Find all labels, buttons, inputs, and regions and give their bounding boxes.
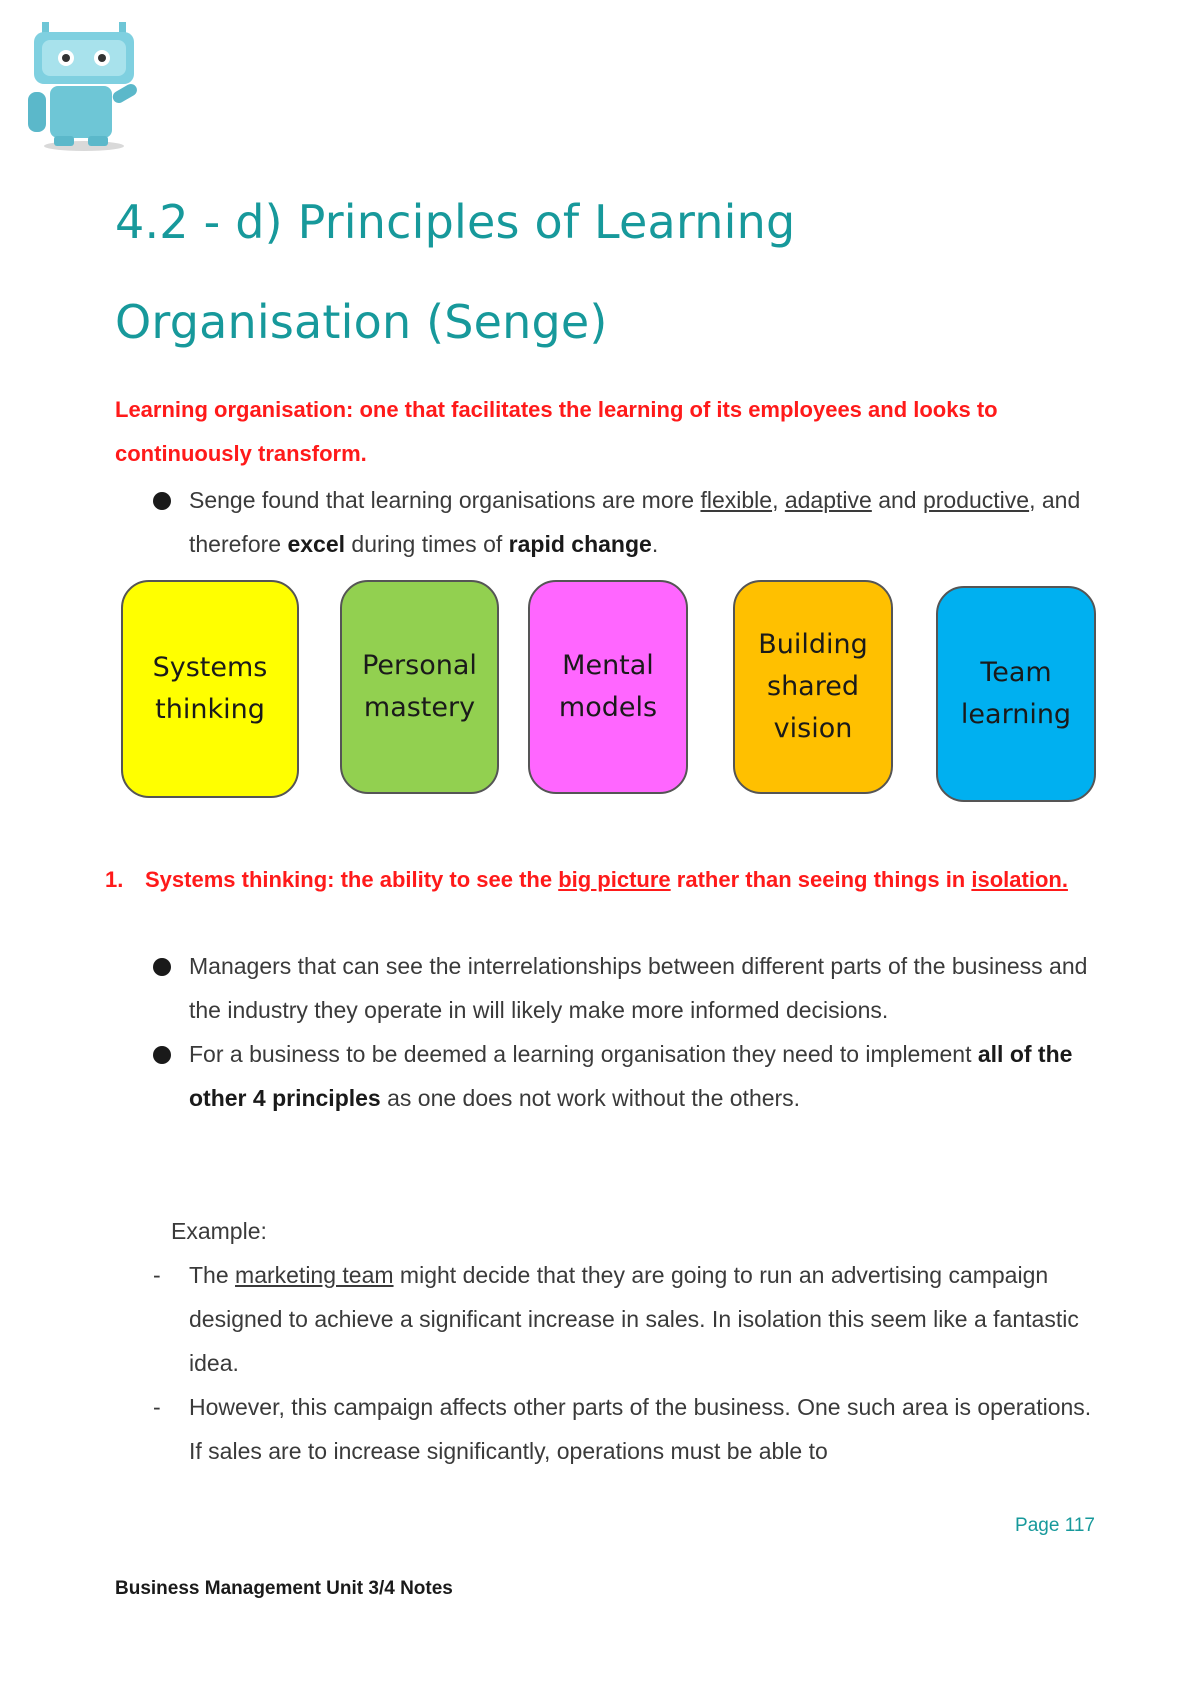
- page-title: [115, 172, 1115, 372]
- section-number: 1.: [105, 867, 124, 892]
- list-item: For a business to be deemed a learning organisation they need to implement all of the other 4 principles as one does not work without the others.: [0, 1032, 1200, 1120]
- definition-text: Learning organisation: one that facilitates the learning of its employees and looks to continuously transform.: [115, 397, 998, 466]
- principle-personal-mastery: Personal mastery: [340, 580, 499, 794]
- bullet-dot-icon: [153, 492, 171, 510]
- dash-bullet: -: [153, 1262, 161, 1288]
- title-line-1: 4.2 - d) Principles of Learning: [115, 195, 796, 249]
- dash-bullet: -: [153, 1394, 161, 1420]
- list-item: - The marketing team might decide that they are going to run an advertising campaign designed to achieve a significant increase in sales. In isolation this seem like a fantastic idea.: [0, 1253, 1200, 1385]
- intro-bullet-list: [0, 478, 1200, 566]
- list-item: - However, this campaign affects other parts of the business. One such area is operations. If sales are to increase significantly, operations must be able to: [0, 1385, 1200, 1473]
- principle-building-shared-vision: Building shared vision: [733, 580, 893, 794]
- example-label: Example:: [171, 1218, 267, 1244]
- bullet-dot-icon: [153, 1046, 171, 1064]
- term-rapid-change: rapid change: [508, 531, 652, 557]
- bullet-dot-icon: [153, 958, 171, 976]
- principle-team-learning: Team learning: [936, 586, 1096, 802]
- robot-mascot-icon: [24, 18, 144, 154]
- example-list: [0, 1253, 1200, 1473]
- term-big-picture: big picture: [558, 867, 671, 892]
- list-item: Managers that can see the interrelationships between different parts of the business and the industry they operate in will likely make more informed decisions.: [0, 944, 1200, 1032]
- term-adaptive: adaptive: [784, 487, 872, 513]
- systems-thinking-bullets: [0, 944, 1200, 1120]
- footer-text: Business Management Unit 3/4 Notes: [115, 1578, 453, 1599]
- term-productive: productive: [922, 487, 1030, 513]
- term-flexible: flexible: [700, 487, 773, 513]
- term-marketing-team: marketing team: [235, 1262, 394, 1288]
- page-number: Page 117: [1015, 1515, 1095, 1536]
- principle-mental-models: Mental models: [528, 580, 688, 794]
- title-line-2: Organisation (Senge): [115, 295, 608, 349]
- list-item: Senge found that learning organisations are more flexible, adaptive and productive, and therefore excel during times of rapid change.: [0, 478, 1200, 566]
- term-excel: excel: [287, 531, 346, 557]
- principle-systems-thinking: Systems thinking: [121, 580, 299, 798]
- term-other-principles: all of the other 4 principles: [189, 1041, 1073, 1111]
- section-heading-systems-thinking: 1. Systems thinking: the ability to see the big picture rather than seeing things in isolation.: [105, 858, 1095, 902]
- term-isolation: isolation.: [971, 867, 1068, 892]
